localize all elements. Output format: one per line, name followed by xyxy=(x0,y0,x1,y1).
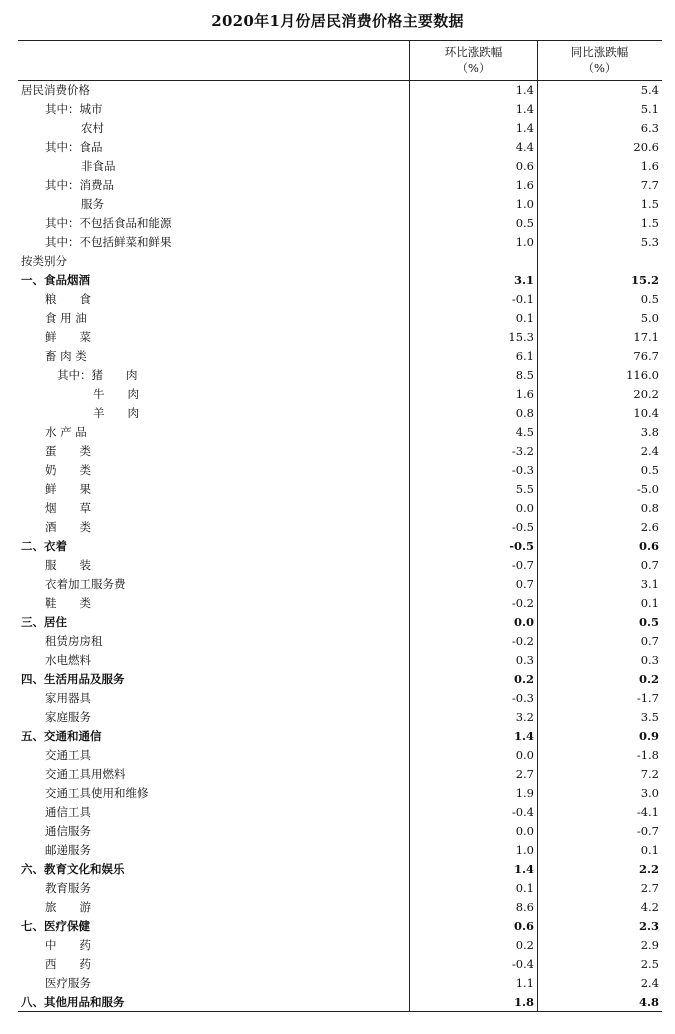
mom-value: 1.4 xyxy=(515,121,534,135)
row-label: 服 装 xyxy=(45,558,91,572)
yoy-value: 0.8 xyxy=(640,501,659,515)
row-label: 四、生活用品及服务 xyxy=(21,672,125,686)
yoy-value: 2.5 xyxy=(640,957,659,971)
header-mom-title: 环比涨跌幅 xyxy=(444,45,503,59)
yoy-value: 0.7 xyxy=(640,558,659,572)
row-label: 鲜 果 xyxy=(45,482,91,496)
mom-value: 0.0 xyxy=(513,615,534,629)
mom-value: 0.3 xyxy=(515,653,534,667)
yoy-value: 5.1 xyxy=(640,102,659,116)
mom-value: 0.6 xyxy=(515,159,534,173)
table-row xyxy=(18,917,662,936)
yoy-value: 7.2 xyxy=(640,767,659,781)
row-label: 通信服务 xyxy=(45,824,91,838)
yoy-value: 5.3 xyxy=(640,235,659,249)
row-label: 教育服务 xyxy=(45,881,91,895)
table-row xyxy=(18,81,662,100)
row-label: 食 用 油 xyxy=(45,311,87,325)
row-label: 交通工具使用和维修 xyxy=(45,786,149,800)
mom-value: 0.8 xyxy=(515,406,534,420)
mom-value: 1.4 xyxy=(515,102,534,116)
yoy-value: -0.7 xyxy=(636,824,659,838)
mom-value: 1.8 xyxy=(513,995,534,1009)
table-row xyxy=(18,328,662,347)
row-label: 农村 xyxy=(81,121,104,135)
row-label: 邮递服务 xyxy=(45,843,91,857)
table-row xyxy=(18,898,662,917)
table-row xyxy=(18,708,662,727)
yoy-value: 2.9 xyxy=(640,938,659,952)
mom-value: 6.1 xyxy=(515,349,534,363)
yoy-value: 3.8 xyxy=(640,425,659,439)
mom-value: 4.4 xyxy=(515,140,534,154)
row-label: 蛋 类 xyxy=(45,444,91,458)
mom-value: -0.5 xyxy=(511,520,534,534)
mom-value: 1.1 xyxy=(515,976,534,990)
yoy-value: 76.7 xyxy=(633,349,659,363)
mom-value: 0.2 xyxy=(513,672,534,686)
mom-value: 0.0 xyxy=(515,501,534,515)
yoy-value: 3.0 xyxy=(640,786,659,800)
row-label: 其中：不包括鲜菜和鲜果 xyxy=(45,235,172,249)
mom-value: -0.1 xyxy=(511,292,534,306)
yoy-value: 2.7 xyxy=(640,881,659,895)
row-label: 八、其他用品和服务 xyxy=(21,995,125,1009)
yoy-value: 2.6 xyxy=(640,520,659,534)
mom-value: 2.7 xyxy=(515,767,534,781)
table-row xyxy=(18,385,662,404)
yoy-value: -1.7 xyxy=(636,691,659,705)
yoy-value: -1.8 xyxy=(636,748,659,762)
table-row xyxy=(18,347,662,366)
yoy-value: 0.6 xyxy=(638,539,659,553)
mom-value: 1.0 xyxy=(515,197,534,211)
mom-value: 8.6 xyxy=(515,900,534,914)
table-row xyxy=(18,252,662,271)
yoy-value: -4.1 xyxy=(636,805,659,819)
yoy-value: 0.1 xyxy=(640,596,659,610)
row-label: 烟 草 xyxy=(45,501,91,515)
table-row xyxy=(18,575,662,594)
mom-value: 0.7 xyxy=(515,577,534,591)
table-row xyxy=(18,366,662,385)
yoy-value: 3.1 xyxy=(640,577,659,591)
row-label: 交通工具用燃料 xyxy=(45,767,126,781)
row-label: 粮 食 xyxy=(45,292,91,306)
row-label: 居民消费价格 xyxy=(21,83,90,97)
yoy-value: 0.5 xyxy=(640,292,659,306)
row-label: 家用器具 xyxy=(45,691,91,705)
yoy-value: 17.1 xyxy=(633,330,659,344)
header-yoy-title: 同比涨跌幅 xyxy=(570,45,629,59)
yoy-value: 2.3 xyxy=(638,919,659,933)
yoy-value: 0.1 xyxy=(640,843,659,857)
mom-value: 1.4 xyxy=(513,729,534,743)
row-label: 旅 游 xyxy=(45,900,91,914)
row-label: 牛 肉 xyxy=(93,387,139,401)
mom-value: 3.2 xyxy=(515,710,534,724)
yoy-value: 7.7 xyxy=(640,178,659,192)
table-row xyxy=(18,955,662,974)
table-row xyxy=(18,138,662,157)
row-label: 三、居住 xyxy=(21,615,67,629)
table-row xyxy=(18,841,662,860)
table-row xyxy=(18,100,662,119)
row-label: 西 药 xyxy=(45,957,91,971)
row-label: 其中：猪 肉 xyxy=(57,368,138,382)
yoy-value: 20.6 xyxy=(633,140,659,154)
table-row xyxy=(18,594,662,613)
yoy-value: 1.6 xyxy=(640,159,659,173)
table-row xyxy=(18,803,662,822)
row-label: 服务 xyxy=(81,197,104,211)
table-row xyxy=(18,290,662,309)
row-label: 六、教育文化和娱乐 xyxy=(21,862,125,876)
table-row xyxy=(18,765,662,784)
mom-value: 1.6 xyxy=(515,178,534,192)
yoy-value: 5.0 xyxy=(640,311,659,325)
table-body xyxy=(18,81,662,1012)
mom-value: 1.4 xyxy=(513,862,534,876)
row-label: 租赁房房租 xyxy=(45,634,103,648)
table-row xyxy=(18,936,662,955)
mom-value: 1.0 xyxy=(515,235,534,249)
header-mom xyxy=(410,44,537,76)
yoy-value: 10.4 xyxy=(633,406,659,420)
page-title: 2020年1月份居民消费价格主要数据 xyxy=(211,12,464,30)
table-row xyxy=(18,556,662,575)
mom-value: 0.1 xyxy=(515,881,534,895)
table-row xyxy=(18,670,662,689)
mom-value: -0.3 xyxy=(511,463,534,477)
row-label: 一、食品烟酒 xyxy=(21,273,90,287)
row-label: 水电燃料 xyxy=(45,653,91,667)
yoy-value: 1.5 xyxy=(640,216,659,230)
yoy-value: 5.4 xyxy=(640,83,659,97)
header-mom-unit: （%） xyxy=(456,61,491,75)
mom-value: 1.0 xyxy=(515,843,534,857)
cpi-table xyxy=(18,40,662,1012)
row-label: 通信工具 xyxy=(45,805,91,819)
yoy-value: 4.2 xyxy=(640,900,659,914)
mom-value: 0.1 xyxy=(515,311,534,325)
table-row xyxy=(18,822,662,841)
table-row xyxy=(18,233,662,252)
yoy-value: 6.3 xyxy=(640,121,659,135)
row-label: 按类别分 xyxy=(21,254,67,268)
yoy-value: 116.0 xyxy=(626,368,659,382)
row-label: 酒 类 xyxy=(45,520,91,534)
mom-value: 1.9 xyxy=(515,786,534,800)
row-label: 鞋 类 xyxy=(45,596,91,610)
table-row xyxy=(18,404,662,423)
table-row xyxy=(18,119,662,138)
row-label: 家庭服务 xyxy=(45,710,91,724)
row-label: 衣着加工服务费 xyxy=(45,577,126,591)
table-row xyxy=(18,879,662,898)
table-row xyxy=(18,271,662,290)
yoy-value: 3.5 xyxy=(640,710,659,724)
yoy-value: 0.7 xyxy=(640,634,659,648)
mom-value: 1.4 xyxy=(515,83,534,97)
yoy-value: 2.4 xyxy=(640,976,659,990)
yoy-value: 2.2 xyxy=(638,862,659,876)
table-row xyxy=(18,689,662,708)
mom-value: 3.1 xyxy=(513,273,534,287)
mom-value: -0.5 xyxy=(509,539,534,553)
table-row xyxy=(18,157,662,176)
row-label: 非食品 xyxy=(81,159,116,173)
yoy-value: 0.5 xyxy=(640,463,659,477)
table-row xyxy=(18,974,662,993)
yoy-value: 0.2 xyxy=(638,672,659,686)
mom-value: -0.2 xyxy=(511,634,534,648)
row-label: 其中：不包括食品和能源 xyxy=(45,216,172,230)
table-row xyxy=(18,784,662,803)
row-label: 其中：城市 xyxy=(45,102,103,116)
mom-value: 4.5 xyxy=(515,425,534,439)
mom-value: 8.5 xyxy=(515,368,534,382)
yoy-value: -5.0 xyxy=(636,482,659,496)
table-row xyxy=(18,442,662,461)
row-label: 医疗服务 xyxy=(45,976,91,990)
yoy-value: 1.5 xyxy=(640,197,659,211)
table-row xyxy=(18,195,662,214)
yoy-value: 0.3 xyxy=(640,653,659,667)
table-row xyxy=(18,860,662,879)
table-row xyxy=(18,423,662,442)
row-label: 鲜 菜 xyxy=(45,330,91,344)
row-label: 交通工具 xyxy=(45,748,91,762)
yoy-value: 20.2 xyxy=(633,387,659,401)
row-label: 七、医疗保健 xyxy=(21,919,90,933)
row-label: 中 药 xyxy=(45,938,91,952)
mom-value: 5.5 xyxy=(515,482,534,496)
table-row xyxy=(18,214,662,233)
table-row xyxy=(18,461,662,480)
table-row xyxy=(18,537,662,556)
row-label: 奶 类 xyxy=(45,463,91,477)
yoy-value: 4.8 xyxy=(638,995,659,1009)
table-row xyxy=(18,632,662,651)
row-label: 其中：食品 xyxy=(45,140,103,154)
header-yoy xyxy=(537,44,662,76)
mom-value: 0.6 xyxy=(513,919,534,933)
mom-value: 1.6 xyxy=(515,387,534,401)
mom-value: -0.4 xyxy=(511,957,534,971)
mom-value: -3.2 xyxy=(511,444,534,458)
mom-value: -0.2 xyxy=(511,596,534,610)
mom-value: -0.3 xyxy=(511,691,534,705)
mom-value: -0.7 xyxy=(511,558,534,572)
row-label: 畜 肉 类 xyxy=(45,349,87,363)
table-row xyxy=(18,993,662,1012)
table-row xyxy=(18,613,662,632)
mom-value: 0.0 xyxy=(515,824,534,838)
mom-value: 0.0 xyxy=(515,748,534,762)
yoy-value: 0.5 xyxy=(638,615,659,629)
table-row xyxy=(18,651,662,670)
row-label: 其中：消费品 xyxy=(45,178,114,192)
yoy-value: 15.2 xyxy=(630,273,659,287)
yoy-value: 2.4 xyxy=(640,444,659,458)
table-row xyxy=(18,746,662,765)
table-row xyxy=(18,480,662,499)
mom-value: 0.5 xyxy=(515,216,534,230)
row-label: 五、交通和通信 xyxy=(21,729,102,743)
row-label: 二、衣着 xyxy=(21,539,67,553)
table-row xyxy=(18,727,662,746)
table-row xyxy=(18,176,662,195)
header-yoy-unit: （%） xyxy=(582,61,617,75)
mom-value: 0.2 xyxy=(515,938,534,952)
table-row xyxy=(18,518,662,537)
mom-value: 15.3 xyxy=(508,330,534,344)
row-label: 水 产 品 xyxy=(45,425,87,439)
yoy-value: 0.9 xyxy=(638,729,659,743)
table-row xyxy=(18,499,662,518)
table-header xyxy=(18,41,662,81)
row-label: 羊 肉 xyxy=(93,406,139,420)
table-row xyxy=(18,309,662,328)
mom-value: -0.4 xyxy=(511,805,534,819)
